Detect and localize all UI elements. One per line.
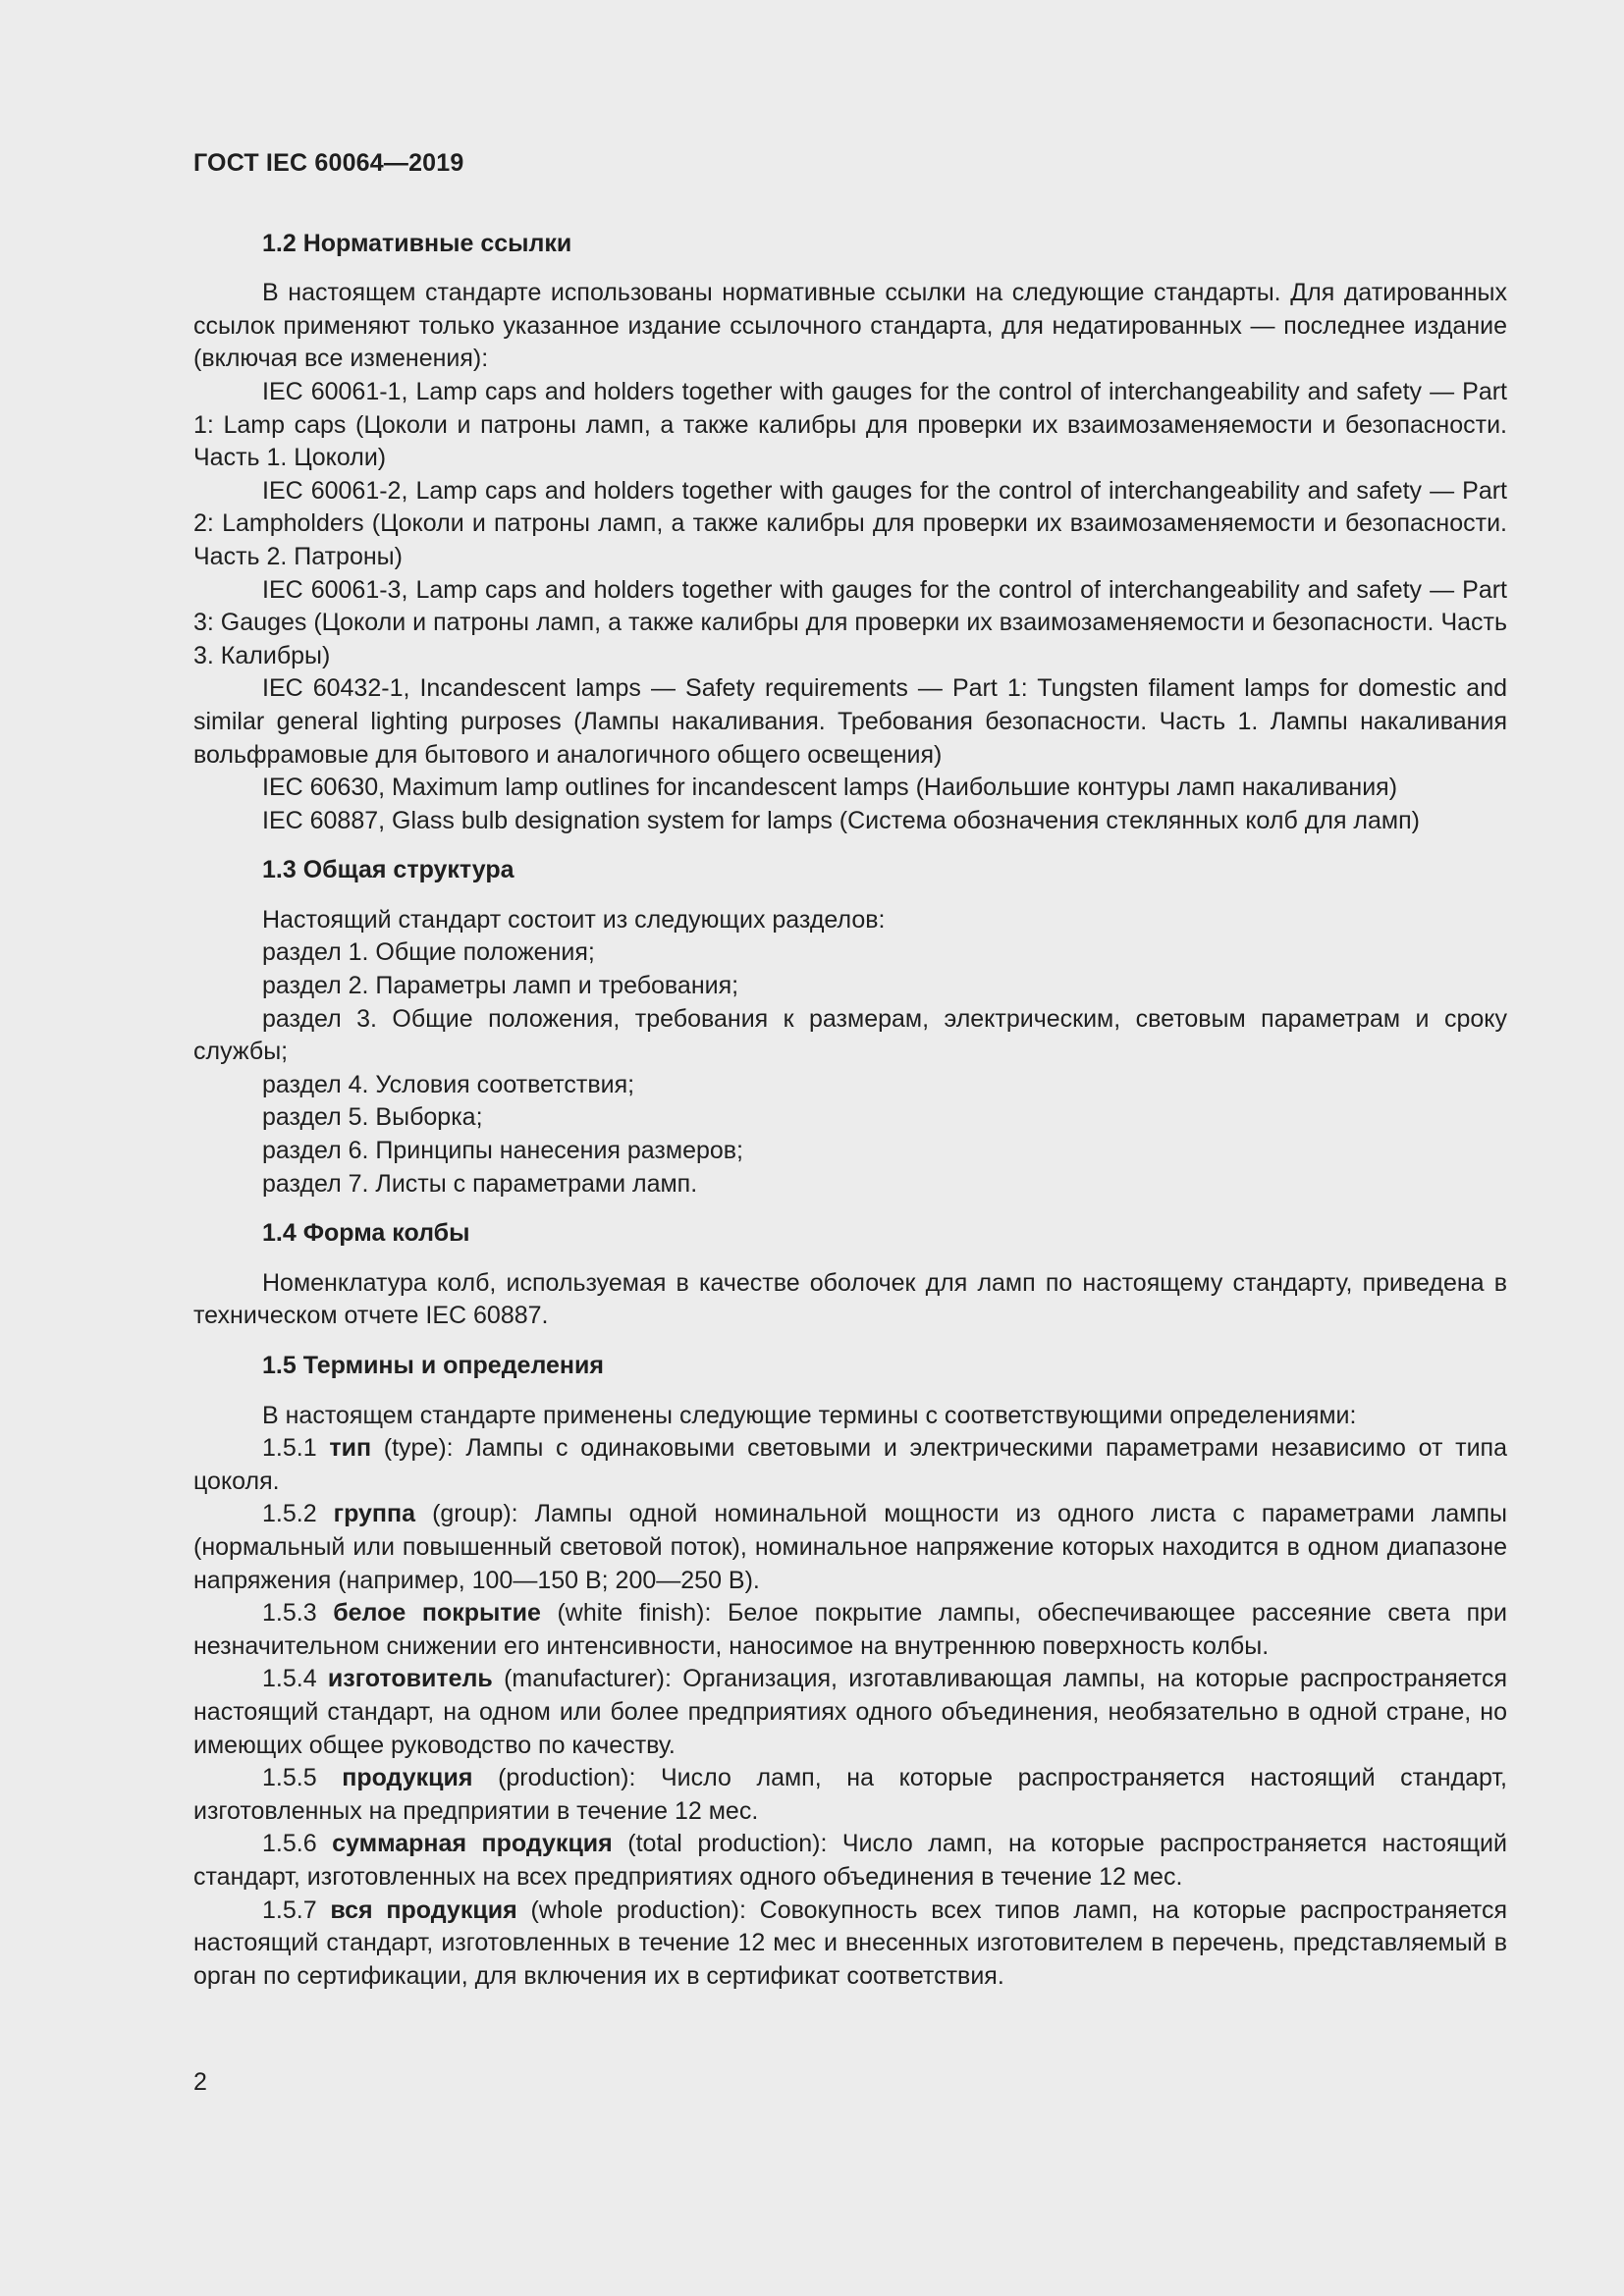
term-definition <box>193 1828 1507 1894</box>
list-item: раздел 1. Общие положения; <box>262 938 595 967</box>
paragraph: В настоящем стандарте использованы нормативные ссылки на следующие стандарты. Для датированных ссылок применяют только указанное издание ссылочного стандарта, для недатированных — последнее издание (включая все изменения): <box>193 279 1507 373</box>
reference-item: IEC 60061-2, Lamp caps and holders together with gauges for the control of interchangeability and safety — Part 2: Lampholders (Цоколи и патроны ламп, а также калибры для проверки их взаимозаменяемости и безопасности. Часть 2. Патроны) <box>193 476 1507 570</box>
term-definition <box>193 1663 1507 1762</box>
section-terms-definitions <box>193 1350 1507 1993</box>
list-item: раздел 6. Принципы нанесения размеров; <box>262 1137 744 1165</box>
list-item: раздел 4. Условия соответствия; <box>262 1070 635 1098</box>
term-number: 1.5.5 <box>262 1764 317 1792</box>
paragraph: Номенклатура колб, используемая в качестве оболочек для ламп по настоящему стандарту, приведена в техническом отчете IEC 60887. <box>193 1268 1507 1330</box>
term-number: 1.5.3 <box>262 1599 317 1628</box>
term-name: белое покрытие <box>333 1599 541 1628</box>
reference-item: IEC 60630, Maximum lamp outlines for incandescent lamps (Наибольшие контуры ламп накаливания) <box>262 774 1398 802</box>
term-text: (whole production): Совокупность всех типов ламп, на которые распространяется настоящий стандарт, изготовленных в течение 12 мес и внесенных изготовителем в перечень, представляемый в орган по сертификации, для включения их в сертификат соответствия. <box>193 1896 1508 1990</box>
term-name: суммарная продукция <box>332 1830 613 1858</box>
term-definition <box>193 1432 1507 1498</box>
paragraph: В настоящем стандарте применены следующие термины с соответствующими определениями: <box>262 1401 1357 1429</box>
term-number: 1.5.6 <box>262 1830 317 1858</box>
term-name: группа <box>333 1500 416 1528</box>
reference-item: IEC 60061-3, Lamp caps and holders together with gauges for the control of interchangeability and safety — Part 3: Gauges (Цоколи и патроны ламп, а также калибры для проверки их взаимозаменяемости и безопасности. Часть 3. Калибры) <box>193 575 1507 669</box>
section-general-structure <box>193 854 1507 1201</box>
paragraph: Настоящий стандарт состоит из следующих разделов: <box>262 905 886 934</box>
term-definition <box>193 1762 1507 1828</box>
reference-item: IEC 60887, Glass bulb designation system for lamps (Система обозначения стеклянных колб для ламп) <box>262 806 1420 834</box>
section-bulb-shape <box>193 1217 1507 1333</box>
list-item: раздел 2. Параметры ламп и требования; <box>262 972 739 1000</box>
term-name: вся продукция <box>330 1896 517 1924</box>
term-text: (type): Лампы с одинаковыми световыми и электрическими параметрами независимо от типа цоколя. <box>193 1434 1507 1495</box>
term-definition <box>193 1597 1507 1663</box>
term-definition <box>193 1498 1507 1597</box>
term-text: (white finish): Белое покрытие лампы, обеспечивающее рассеяние света при незначительном снижении его интенсивности, наносимое на внутреннюю поверхность колбы. <box>193 1599 1508 1660</box>
list-item: раздел 7. Листы с параметрами ламп. <box>262 1169 698 1198</box>
document-header: ГОСТ IEC 60064—2019 <box>193 149 464 177</box>
section-title: 1.2 Нормативные ссылки <box>262 229 572 257</box>
term-name: тип <box>329 1434 372 1463</box>
section-title: 1.3 Общая структура <box>262 856 514 884</box>
reference-item: IEC 60432-1, Incandescent lamps — Safety requirements — Part 1: Tungsten filament lamps for domestic and similar general lighting purposes (Лампы накаливания. Требования безопасности. Часть 1. Лампы накаливания вольфрамовые для бытового и аналогичного общего освещения) <box>193 674 1507 769</box>
term-number: 1.5.4 <box>262 1665 317 1693</box>
term-number: 1.5.2 <box>262 1500 317 1528</box>
term-name: изготовитель <box>327 1665 493 1693</box>
list-item: раздел 3. Общие положения, требования к размерам, электрическим, световым параметрам и сроку службы; <box>193 1004 1507 1066</box>
term-text: (group): Лампы одной номинальной мощности из одного листа с параметрами лампы (нормальный или повышенный световой поток), номинальное напряжение которых находится в одном диапазоне напряжения (например, 100—150 В; 200—250 В). <box>193 1500 1508 1594</box>
term-definition <box>193 1895 1507 1994</box>
term-text: (manufacturer): Организация, изготавливающая лампы, на которые распространяется настоящий стандарт, на одном или более предприятиях одного объединения, необязательно в одной стране, но имеющих общее руководство по качеству. <box>193 1665 1508 1759</box>
list-item: раздел 5. Выборка; <box>262 1103 483 1132</box>
section-title: 1.4 Форма колбы <box>262 1219 470 1248</box>
page-number: 2 <box>193 2068 207 2096</box>
term-number: 1.5.7 <box>262 1896 317 1924</box>
section-normative-references <box>193 228 1507 838</box>
reference-item: IEC 60061-1, Lamp caps and holders together with gauges for the control of interchangeability and safety — Part 1: Lamp caps (Цоколи и патроны ламп, а также калибры для проверки их взаимозаменяемости и безопасности. Часть 1. Цоколи) <box>193 377 1507 472</box>
section-title: 1.5 Термины и определения <box>262 1352 604 1379</box>
term-number: 1.5.1 <box>262 1434 317 1463</box>
term-text: (production): Число ламп, на которые распространяется настоящий стандарт, изготовленных на предприятии в течение 12 мес. <box>193 1764 1507 1825</box>
term-name: продукция <box>342 1764 473 1792</box>
term-text: (total production): Число ламп, на которые распространяется настоящий стандарт, изготовленных на всех предприятиях одного объединения в течение 12 мес. <box>193 1830 1507 1891</box>
document-page <box>193 147 1507 2009</box>
